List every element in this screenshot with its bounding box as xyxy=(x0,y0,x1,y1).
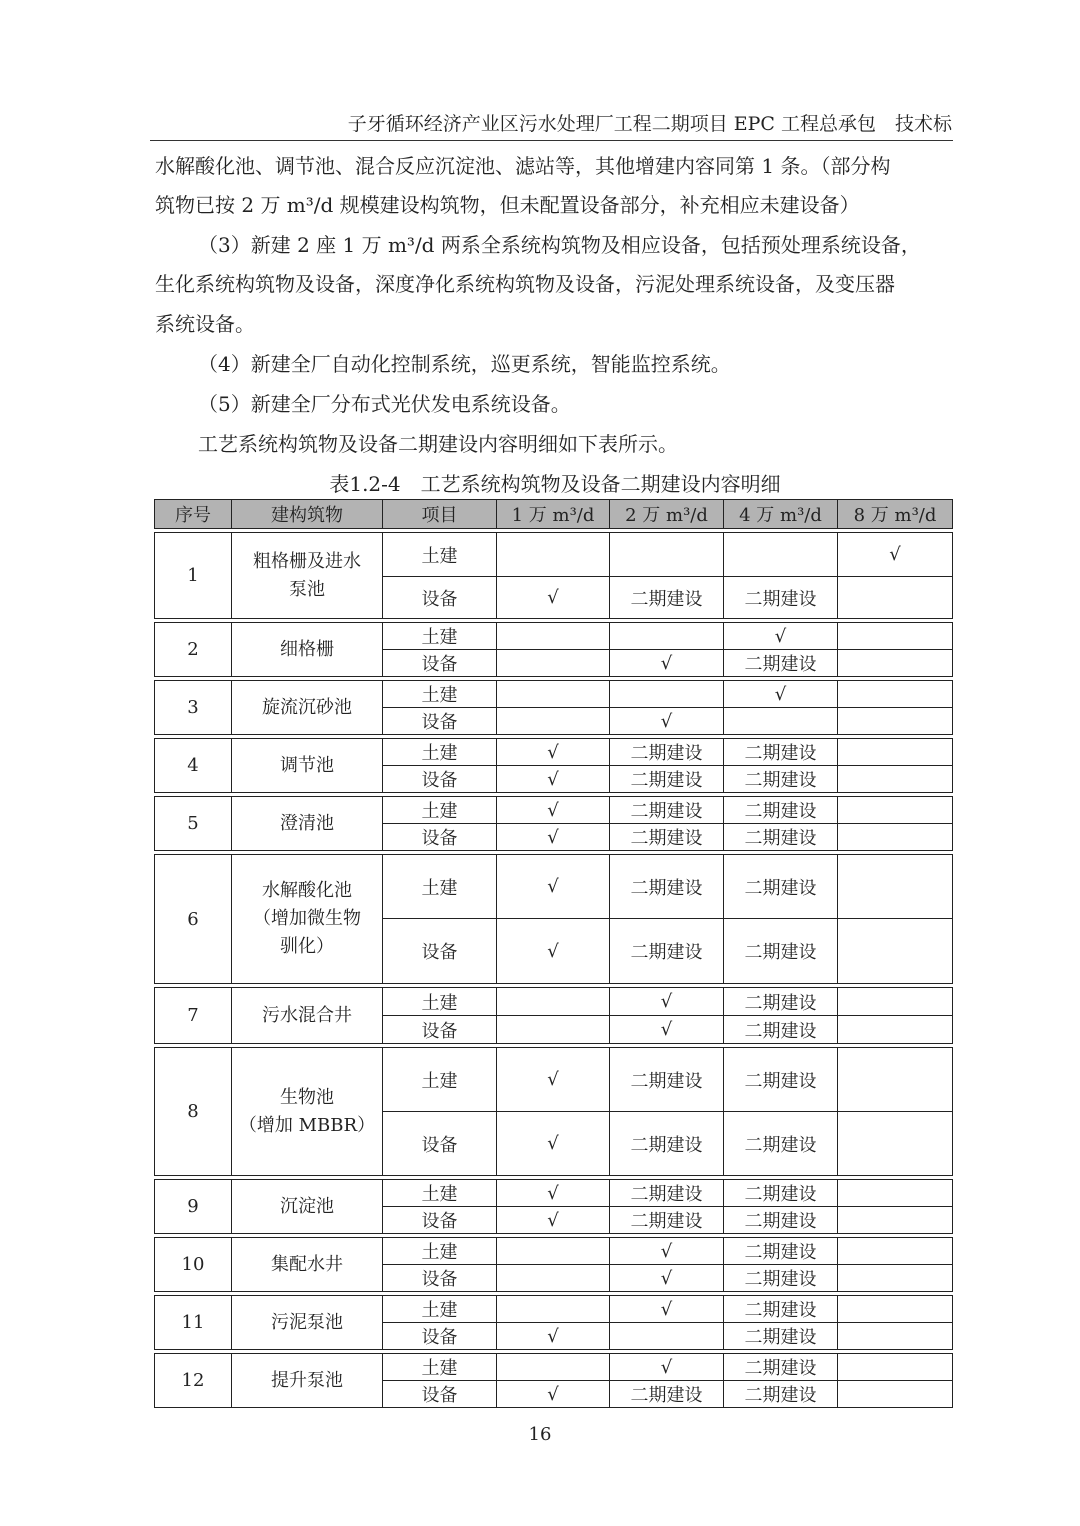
row-number: 3 xyxy=(155,681,232,735)
structure-name-line: 澄清池 xyxy=(280,812,334,834)
capacity-4w-cell: 二期建设 xyxy=(724,1207,838,1234)
table-row xyxy=(155,623,953,650)
capacity-1w-cell: √ xyxy=(497,577,610,619)
item-type: 土建 xyxy=(383,1354,497,1381)
item-type: 土建 xyxy=(383,1296,497,1323)
row-number: 1 xyxy=(155,533,232,619)
capacity-1w-cell: √ xyxy=(497,1048,610,1112)
capacity-1w-cell: √ xyxy=(497,1207,610,1234)
capacity-4w-cell: 二期建设 xyxy=(724,650,838,677)
table-header-row xyxy=(155,500,953,529)
item-type: 设备 xyxy=(383,577,497,619)
structure-name-line: 驯化） xyxy=(280,936,334,957)
capacity-8w-cell xyxy=(838,919,953,984)
capacity-8w-cell xyxy=(838,1048,953,1112)
structure-name xyxy=(232,623,383,677)
capacity-1w-cell xyxy=(497,623,610,650)
item-type: 设备 xyxy=(383,1265,497,1292)
construction-table xyxy=(154,499,953,1408)
paragraph-line: 生化系统构筑物及设备，深度净化系统构筑物及设备，污泥处理系统设备，及变压器 xyxy=(155,272,895,296)
capacity-8w-cell xyxy=(838,708,953,735)
structure-name xyxy=(232,1238,383,1292)
table-row xyxy=(155,1048,953,1112)
capacity-2w-cell: 二期建设 xyxy=(610,1180,724,1207)
capacity-1w-cell: √ xyxy=(497,855,610,919)
capacity-1w-cell xyxy=(497,988,610,1016)
table-row xyxy=(155,681,953,708)
capacity-1w-cell xyxy=(497,1354,610,1381)
capacity-8w-cell xyxy=(838,1323,953,1350)
capacity-4w-cell: √ xyxy=(724,623,838,650)
capacity-4w-cell: 二期建设 xyxy=(724,577,838,619)
structure-name-line: 污水混合井 xyxy=(262,1004,352,1026)
structure-name xyxy=(232,533,383,619)
capacity-4w-cell: 二期建设 xyxy=(724,824,838,851)
table-row xyxy=(155,988,953,1016)
capacity-4w-cell: √ xyxy=(724,681,838,708)
structure-name xyxy=(232,1180,383,1234)
table-row xyxy=(155,739,953,766)
column-header: 2 万 m³/d xyxy=(610,500,724,529)
item-type: 土建 xyxy=(383,797,497,824)
capacity-2w-cell: 二期建设 xyxy=(610,1048,724,1112)
structure-name-line: 旋流沉砂池 xyxy=(262,696,352,718)
item-type: 设备 xyxy=(383,766,497,793)
structure-name-line: 泵池 xyxy=(289,578,325,600)
table-row xyxy=(155,1238,953,1265)
table-body xyxy=(155,529,953,1408)
column-header: 1 万 m³/d xyxy=(497,500,610,529)
capacity-2w-cell: 二期建设 xyxy=(610,797,724,824)
table-row xyxy=(155,1296,953,1323)
capacity-4w-cell: 二期建设 xyxy=(724,1016,838,1044)
capacity-4w-cell: 二期建设 xyxy=(724,1323,838,1350)
capacity-8w-cell xyxy=(838,681,953,708)
item-type: 设备 xyxy=(383,1381,497,1408)
table-row xyxy=(155,855,953,919)
structure-name xyxy=(232,681,383,735)
row-number: 7 xyxy=(155,988,232,1044)
row-number: 4 xyxy=(155,739,232,793)
capacity-8w-cell xyxy=(838,739,953,766)
capacity-4w-cell: 二期建设 xyxy=(724,988,838,1016)
structure-name-line: 集配水井 xyxy=(271,1253,343,1275)
item-type: 设备 xyxy=(383,1207,497,1234)
capacity-2w-cell: 二期建设 xyxy=(610,1112,724,1176)
capacity-4w-cell: 二期建设 xyxy=(724,1180,838,1207)
structure-name-line: （增加微生物 xyxy=(253,908,361,929)
capacity-4w-cell: 二期建设 xyxy=(724,1112,838,1176)
capacity-2w-cell: 二期建设 xyxy=(610,919,724,984)
capacity-2w-cell: √ xyxy=(610,708,724,735)
row-number: 10 xyxy=(155,1238,232,1292)
row-number: 8 xyxy=(155,1048,232,1176)
capacity-1w-cell: √ xyxy=(497,766,610,793)
structure-name xyxy=(232,988,383,1044)
capacity-1w-cell xyxy=(497,1238,610,1265)
column-header: 建构筑物 xyxy=(232,500,383,529)
capacity-1w-cell xyxy=(497,1265,610,1292)
capacity-8w-cell xyxy=(838,1016,953,1044)
capacity-1w-cell xyxy=(497,1016,610,1044)
structure-name xyxy=(232,1048,383,1176)
capacity-1w-cell: √ xyxy=(497,739,610,766)
row-number: 2 xyxy=(155,623,232,677)
paragraph-line: （3）新建 2 座 1 万 m³/d 两系全系统构筑物及相应设备，包括预处理系统设备， xyxy=(198,233,921,257)
item-type: 设备 xyxy=(383,1112,497,1176)
capacity-8w-cell xyxy=(838,1381,953,1408)
capacity-8w-cell xyxy=(838,855,953,919)
structure-name xyxy=(232,739,383,793)
item-type: 土建 xyxy=(383,988,497,1016)
structure-name xyxy=(232,855,383,984)
capacity-8w-cell xyxy=(838,623,953,650)
capacity-2w-cell xyxy=(610,681,724,708)
item-type: 土建 xyxy=(383,623,497,650)
capacity-2w-cell: √ xyxy=(610,1016,724,1044)
item-type: 土建 xyxy=(383,681,497,708)
capacity-1w-cell: √ xyxy=(497,797,610,824)
paragraph-line: 工艺系统构筑物及设备二期建设内容明细如下表所示。 xyxy=(198,432,678,456)
structure-name-line: （增加 MBBR） xyxy=(238,1114,376,1136)
capacity-8w-cell xyxy=(838,988,953,1016)
capacity-1w-cell xyxy=(497,1296,610,1323)
structure-name-line: 调节池 xyxy=(280,754,334,776)
capacity-4w-cell: 二期建设 xyxy=(724,739,838,766)
item-type: 设备 xyxy=(383,1323,497,1350)
capacity-8w-cell xyxy=(838,766,953,793)
capacity-8w-cell xyxy=(838,650,953,677)
structure-name xyxy=(232,797,383,851)
capacity-2w-cell: 二期建设 xyxy=(610,824,724,851)
paragraph-line: 水解酸化池、调节池、混合反应沉淀池、滤站等，其他增建内容同第 1 条。（部分构 xyxy=(155,154,891,178)
item-type: 设备 xyxy=(383,708,497,735)
column-header: 项目 xyxy=(383,500,497,529)
row-number: 11 xyxy=(155,1296,232,1350)
structure-name-line: 生物池 xyxy=(280,1086,334,1108)
column-header: 序号 xyxy=(155,500,232,529)
item-type: 土建 xyxy=(383,739,497,766)
capacity-1w-cell xyxy=(497,650,610,677)
header-divider xyxy=(150,140,953,141)
capacity-4w-cell: 二期建设 xyxy=(724,1381,838,1408)
capacity-2w-cell: 二期建设 xyxy=(610,739,724,766)
item-type: 土建 xyxy=(383,1180,497,1207)
item-type: 土建 xyxy=(383,1048,497,1112)
capacity-1w-cell: √ xyxy=(497,1381,610,1408)
structure-name-line: 沉淀池 xyxy=(280,1195,334,1217)
capacity-2w-cell: 二期建设 xyxy=(610,577,724,619)
capacity-8w-cell xyxy=(838,824,953,851)
capacity-8w-cell xyxy=(838,1296,953,1323)
capacity-2w-cell: 二期建设 xyxy=(610,1381,724,1408)
item-type: 设备 xyxy=(383,650,497,677)
capacity-1w-cell: √ xyxy=(497,1180,610,1207)
structure-name-line: 提升泵池 xyxy=(271,1369,343,1391)
column-header: 4 万 m³/d xyxy=(724,500,838,529)
paragraph-line: 系统设备。 xyxy=(155,312,255,336)
item-type: 土建 xyxy=(383,533,497,577)
table-row xyxy=(155,797,953,824)
capacity-4w-cell: 二期建设 xyxy=(724,1354,838,1381)
row-number: 9 xyxy=(155,1180,232,1234)
capacity-2w-cell: √ xyxy=(610,1354,724,1381)
capacity-2w-cell: 二期建设 xyxy=(610,1207,724,1234)
capacity-8w-cell: √ xyxy=(838,533,953,577)
capacity-4w-cell xyxy=(724,533,838,577)
capacity-4w-cell: 二期建设 xyxy=(724,797,838,824)
capacity-8w-cell xyxy=(838,577,953,619)
page-number: 16 xyxy=(528,1424,552,1445)
item-type: 土建 xyxy=(383,855,497,919)
capacity-4w-cell: 二期建设 xyxy=(724,766,838,793)
capacity-2w-cell: √ xyxy=(610,1238,724,1265)
page-header: 子牙循环经济产业区污水处理厂工程二期项目 EPC 工程总承包 技术标 xyxy=(347,113,952,135)
capacity-1w-cell: √ xyxy=(497,1323,610,1350)
capacity-8w-cell xyxy=(838,797,953,824)
paragraph-line: （4）新建全厂自动化控制系统，巡更系统，智能监控系统。 xyxy=(198,352,731,376)
table-row xyxy=(155,1180,953,1207)
structure-name xyxy=(232,1354,383,1408)
capacity-2w-cell: √ xyxy=(610,1296,724,1323)
item-type: 设备 xyxy=(383,824,497,851)
row-number: 12 xyxy=(155,1354,232,1408)
capacity-8w-cell xyxy=(838,1265,953,1292)
capacity-1w-cell xyxy=(497,681,610,708)
capacity-8w-cell xyxy=(838,1180,953,1207)
capacity-4w-cell: 二期建设 xyxy=(724,1265,838,1292)
column-header: 8 万 m³/d xyxy=(838,500,953,529)
capacity-8w-cell xyxy=(838,1207,953,1234)
capacity-4w-cell: 二期建设 xyxy=(724,855,838,919)
row-number: 5 xyxy=(155,797,232,851)
capacity-4w-cell: 二期建设 xyxy=(724,1238,838,1265)
capacity-2w-cell xyxy=(610,533,724,577)
structure-name-line: 粗格栅及进水 xyxy=(253,550,361,572)
table-row xyxy=(155,1354,953,1381)
capacity-2w-cell: 二期建设 xyxy=(610,766,724,793)
capacity-1w-cell xyxy=(497,533,610,577)
capacity-2w-cell xyxy=(610,623,724,650)
capacity-2w-cell: 二期建设 xyxy=(610,855,724,919)
item-type: 设备 xyxy=(383,1016,497,1044)
structure-name-line: 细格栅 xyxy=(280,638,334,660)
paragraph-line: （5）新建全厂分布式光伏发电系统设备。 xyxy=(198,392,571,416)
capacity-2w-cell: √ xyxy=(610,1265,724,1292)
item-type: 土建 xyxy=(383,1238,497,1265)
capacity-8w-cell xyxy=(838,1354,953,1381)
capacity-1w-cell: √ xyxy=(497,1112,610,1176)
capacity-8w-cell xyxy=(838,1112,953,1176)
paragraph-line: 筑物已按 2 万 m³/d 规模建设构筑物，但未配置设备部分，补充相应未建设备） xyxy=(155,193,860,217)
capacity-4w-cell xyxy=(724,708,838,735)
capacity-8w-cell xyxy=(838,1238,953,1265)
capacity-1w-cell: √ xyxy=(497,919,610,984)
row-number: 6 xyxy=(155,855,232,984)
structure-name-line: 水解酸化池 xyxy=(262,880,352,901)
capacity-4w-cell: 二期建设 xyxy=(724,1048,838,1112)
capacity-4w-cell: 二期建设 xyxy=(724,1296,838,1323)
table-row xyxy=(155,533,953,577)
structure-name-line: 污泥泵池 xyxy=(271,1311,343,1333)
item-type: 设备 xyxy=(383,919,497,984)
capacity-2w-cell: √ xyxy=(610,650,724,677)
table-caption: 表1.2-4 工艺系统构筑物及设备二期建设内容明细 xyxy=(329,472,781,496)
capacity-1w-cell: √ xyxy=(497,824,610,851)
capacity-4w-cell: 二期建设 xyxy=(724,919,838,984)
capacity-2w-cell: √ xyxy=(610,988,724,1016)
capacity-2w-cell xyxy=(610,1323,724,1350)
structure-name xyxy=(232,1296,383,1350)
capacity-1w-cell xyxy=(497,708,610,735)
